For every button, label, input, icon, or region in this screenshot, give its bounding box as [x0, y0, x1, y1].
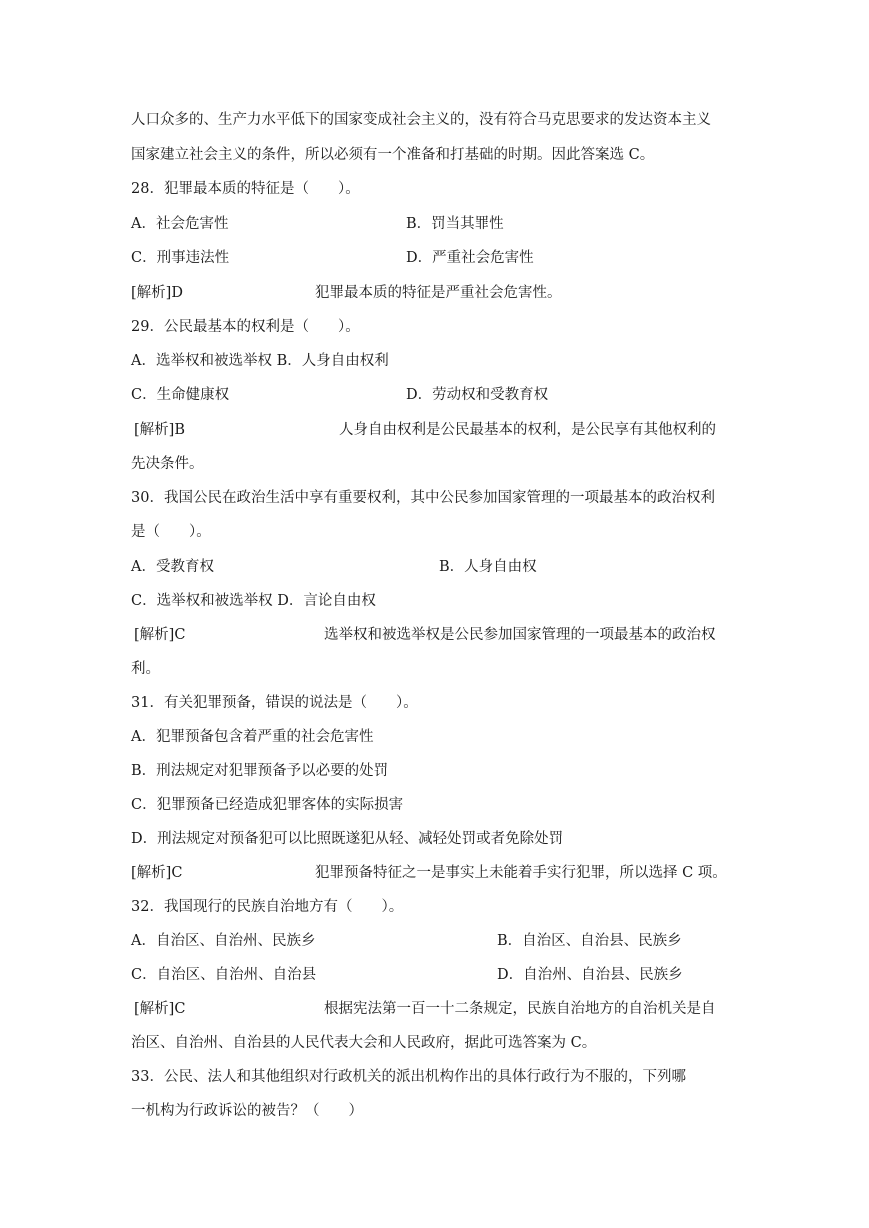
option-b: B．自治区、自治县、民族乡: [497, 933, 682, 949]
question-28-stem: 28．犯罪最本质的特征是（ ）。: [131, 181, 360, 197]
option-b: B．刑法规定对犯罪预备予以必要的处罚: [131, 763, 389, 779]
text-line: 人口众多的、生产力水平低下的国家变成社会主义的，没有符合马克思要求的发达资本主义: [131, 112, 711, 128]
answer-explanation-cont: 利。: [131, 661, 160, 677]
option-c: C．自治区、自治州、自治县: [131, 967, 317, 983]
answer-label: [解析]D: [131, 285, 183, 301]
answer-explanation: 犯罪最本质的特征是严重社会危害性。: [315, 285, 562, 301]
option-b: B．罚当其罪性: [406, 216, 504, 232]
answer-label: [解析]C: [131, 865, 183, 881]
option-c-d: C．选举权和被选举权 D．言论自由权: [131, 593, 376, 609]
option-a: A．自治区、自治州、民族乡: [131, 933, 316, 949]
answer-label: [解析]C: [134, 1001, 186, 1017]
text-line: 国家建立社会主义的条件，所以必须有一个准备和打基础的时期。因此答案选 C。: [131, 147, 655, 163]
question-30-stem-cont: 是（ ）。: [131, 524, 211, 540]
option-d: D．劳动权和受教育权: [406, 387, 549, 403]
option-a: A．社会危害性: [131, 216, 229, 232]
option-c: C．犯罪预备已经造成犯罪客体的实际损害: [131, 797, 404, 813]
answer-label: [解析]C: [134, 627, 186, 643]
option-a-b: A．选举权和被选举权 B．人身自由权利: [131, 353, 389, 369]
question-32-stem: 32．我国现行的民族自治地方有（ ）。: [131, 899, 404, 915]
answer-explanation-cont: 治区、自治州、自治县的人民代表大会和人民政府，据此可选答案为 C。: [131, 1035, 597, 1051]
option-c: C．刑事违法性: [131, 250, 230, 266]
answer-explanation-cont: 先决条件。: [131, 456, 204, 472]
answer-explanation: 人身自由权利是公民最基本的权利，是公民享有其他权利的: [339, 422, 716, 438]
option-a: A．犯罪预备包含着严重的社会危害性: [131, 729, 374, 745]
answer-explanation: 选举权和被选举权是公民参加国家管理的一项最基本的政治权: [324, 627, 716, 643]
option-b: B．人身自由权: [439, 559, 537, 575]
answer-label: [解析]B: [134, 422, 185, 438]
question-33-stem-cont: 一机构为行政诉讼的被告？（ ）: [131, 1103, 363, 1119]
question-33-stem: 33．公民、法人和其他组织对行政机关的派出机构作出的具体行政行为不服的，下列哪: [131, 1069, 686, 1085]
option-d: D．严重社会危害性: [406, 250, 534, 266]
question-31-stem: 31．有关犯罪预备，错误的说法是（ ）。: [131, 695, 418, 711]
question-29-stem: 29．公民最基本的权利是（ ）。: [131, 319, 360, 335]
option-a: A．受教育权: [131, 559, 214, 575]
answer-explanation: 犯罪预备特征之一是事实上未能着手实行犯罪，所以选择 C 项。: [315, 865, 727, 881]
question-30-stem: 30．我国公民在政治生活中享有重要权利，其中公民参加国家管理的一项最基本的政治权利: [131, 490, 715, 506]
answer-explanation: 根据宪法第一百一十二条规定，民族自治地方的自治机关是自: [324, 1001, 716, 1017]
option-c: C．生命健康权: [131, 387, 230, 403]
option-d: D．刑法规定对预备犯可以比照既遂犯从轻、减轻处罚或者免除处罚: [131, 831, 564, 847]
option-d: D．自治州、自治县、民族乡: [497, 967, 683, 983]
